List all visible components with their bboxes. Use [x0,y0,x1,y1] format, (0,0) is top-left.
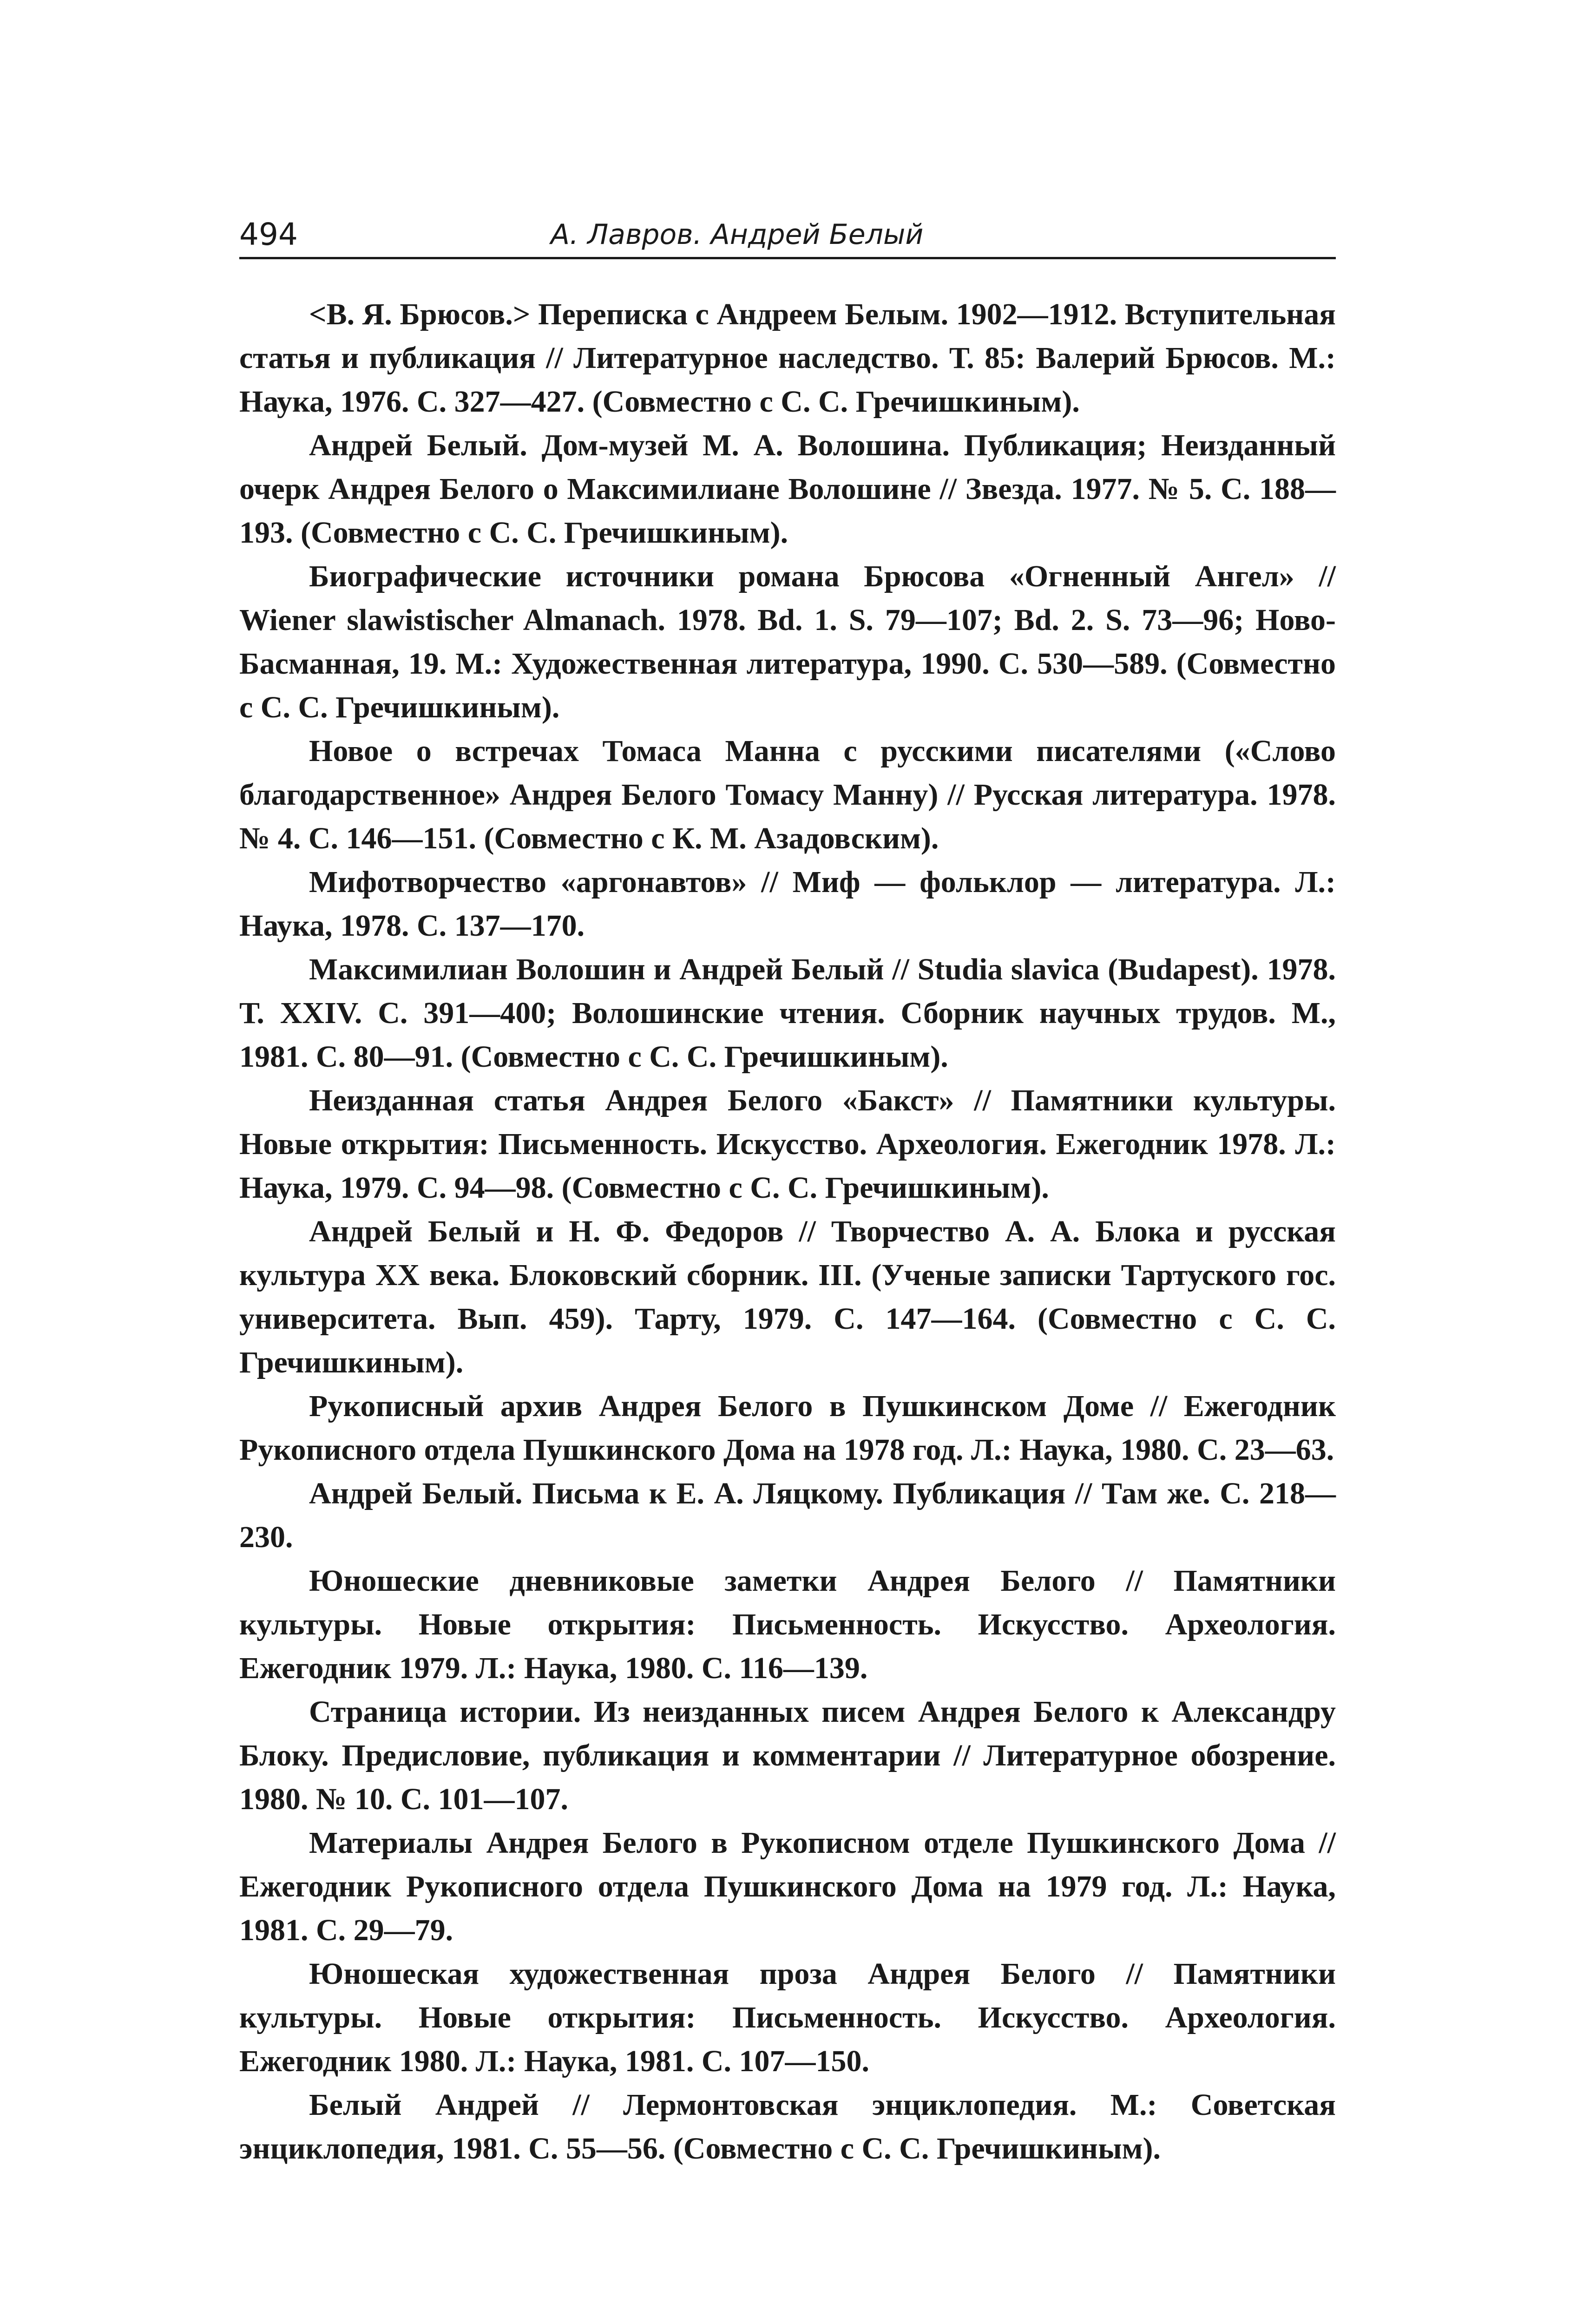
bibliography-entry: Рукописный архив Андрея Белого в Пушкинском Доме // Ежегодник Рукописного отдела Пушкинского Дома на 1978 год. Л.: Наука, 1980. С. 23—63. [239,1389,1336,1467]
page-number: 494 [239,217,298,252]
header-rule [239,257,1336,259]
bibliography-entry: Материалы Андрея Белого в Рукописном отделе Пушкинского Дома // Ежегодник Рукописного отдела Пушкинского Дома на 1979 год. Л.: Наука, 1981. С. 29—79. [239,1826,1336,1947]
bibliography-entry: Юношеские дневниковые заметки Андрея Белого // Памятники культуры. Новые открытия: Письменность. Искусство. Археология. Ежегодник 1979. Л.: Наука, 1980. С. 116—139. [239,1564,1336,1685]
running-title: А. Лавров. Андрей Белый [551,218,924,251]
bibliography-entry: Биографические источники романа Брюсова «Огненный Ангел» // Wiener slawistischer Almanach. 1978. Bd. 1. S. 79—107; Bd. 2. S. 73—96; Ново-Басманная, 19. М.: Художественная литература, 1990. С. 530—589. (Совместно с С. С. Гречишкиным). [239,559,1336,724]
bibliography-entry: Максимилиан Волошин и Андрей Белый // Studia slavica (Budapest). 1978. Т. XXIV. С. 391—400; Волошинские чтения. Сборник научных трудов. М., 1981. С. 80—91. (Совместно с С. С. Гречишкиным). [239,952,1336,1074]
bibliography-entry: <В. Я. Брюсов.> Переписка с Андреем Белым. 1902—1912. Вступительная статья и публикация // Литературное наследство. Т. 85: Валерий Брюсов. М.: Наука, 1976. С. 327—427. (Совместно с С. С. Гречишкиным). [239,297,1336,419]
bibliography-entry: Мифотворчество «аргонавтов» // Миф — фольклор — литература. Л.: Наука, 1978. С. 137—170. [239,865,1336,943]
page-header [239,216,1336,260]
bibliography-entry: Андрей Белый. Дом-музей М. А. Волошина. Публикация; Неизданный очерк Андрея Белого о Максимилиане Волошине // Звезда. 1977. № 5. С. 188—193. (Совместно с С. С. Гречишкиным). [239,428,1336,550]
bibliography-entry: Андрей Белый и Н. Ф. Федоров // Творчество А. А. Блока и русская культура XX века. Блоковский сборник. III. (Ученые записки Тартуского гос. университета. Вып. 459). Тарту, 1979. С. 147—164. (Совместно с С. С. Гречишкиным). [239,1214,1336,1379]
bibliography-entry: Неизданная статья Андрея Белого «Бакст» // Памятники культуры. Новые открытия: Письменность. Искусство. Археология. Ежегодник 1978. Л.: Наука, 1979. С. 94—98. (Совместно с С. С. Гречишкиным). [239,1083,1336,1205]
bibliography-entry: Новое о встречах Томаса Манна с русскими писателями («Слово благодарственное» Андрея Белого Томасу Манну) // Русская литература. 1978. № 4. С. 146—151. (Совместно с К. М. Азадовским). [239,734,1336,855]
bibliography-entry: Андрей Белый. Письма к Е. А. Ляцкому. Публикация // Там же. С. 218—230. [239,1476,1336,1554]
bibliography-list [239,293,1336,2171]
bibliography-entry: Юношеская художественная проза Андрея Белого // Памятники культуры. Новые открытия: Письменность. Искусство. Археология. Ежегодник 1980. Л.: Наука, 1981. С. 107—150. [239,1957,1336,2078]
bibliography-entry: Страница истории. Из неизданных писем Андрея Белого к Александру Блоку. Предисловие, публикация и комментарии // Литературное обозрение. 1980. № 10. С. 101—107. [239,1695,1336,1816]
bibliography-entry: Белый Андрей // Лермонтовская энциклопедия. М.: Советская энциклопедия, 1981. С. 55—56. (Совместно с С. С. Гречишкиным). [239,2088,1336,2166]
